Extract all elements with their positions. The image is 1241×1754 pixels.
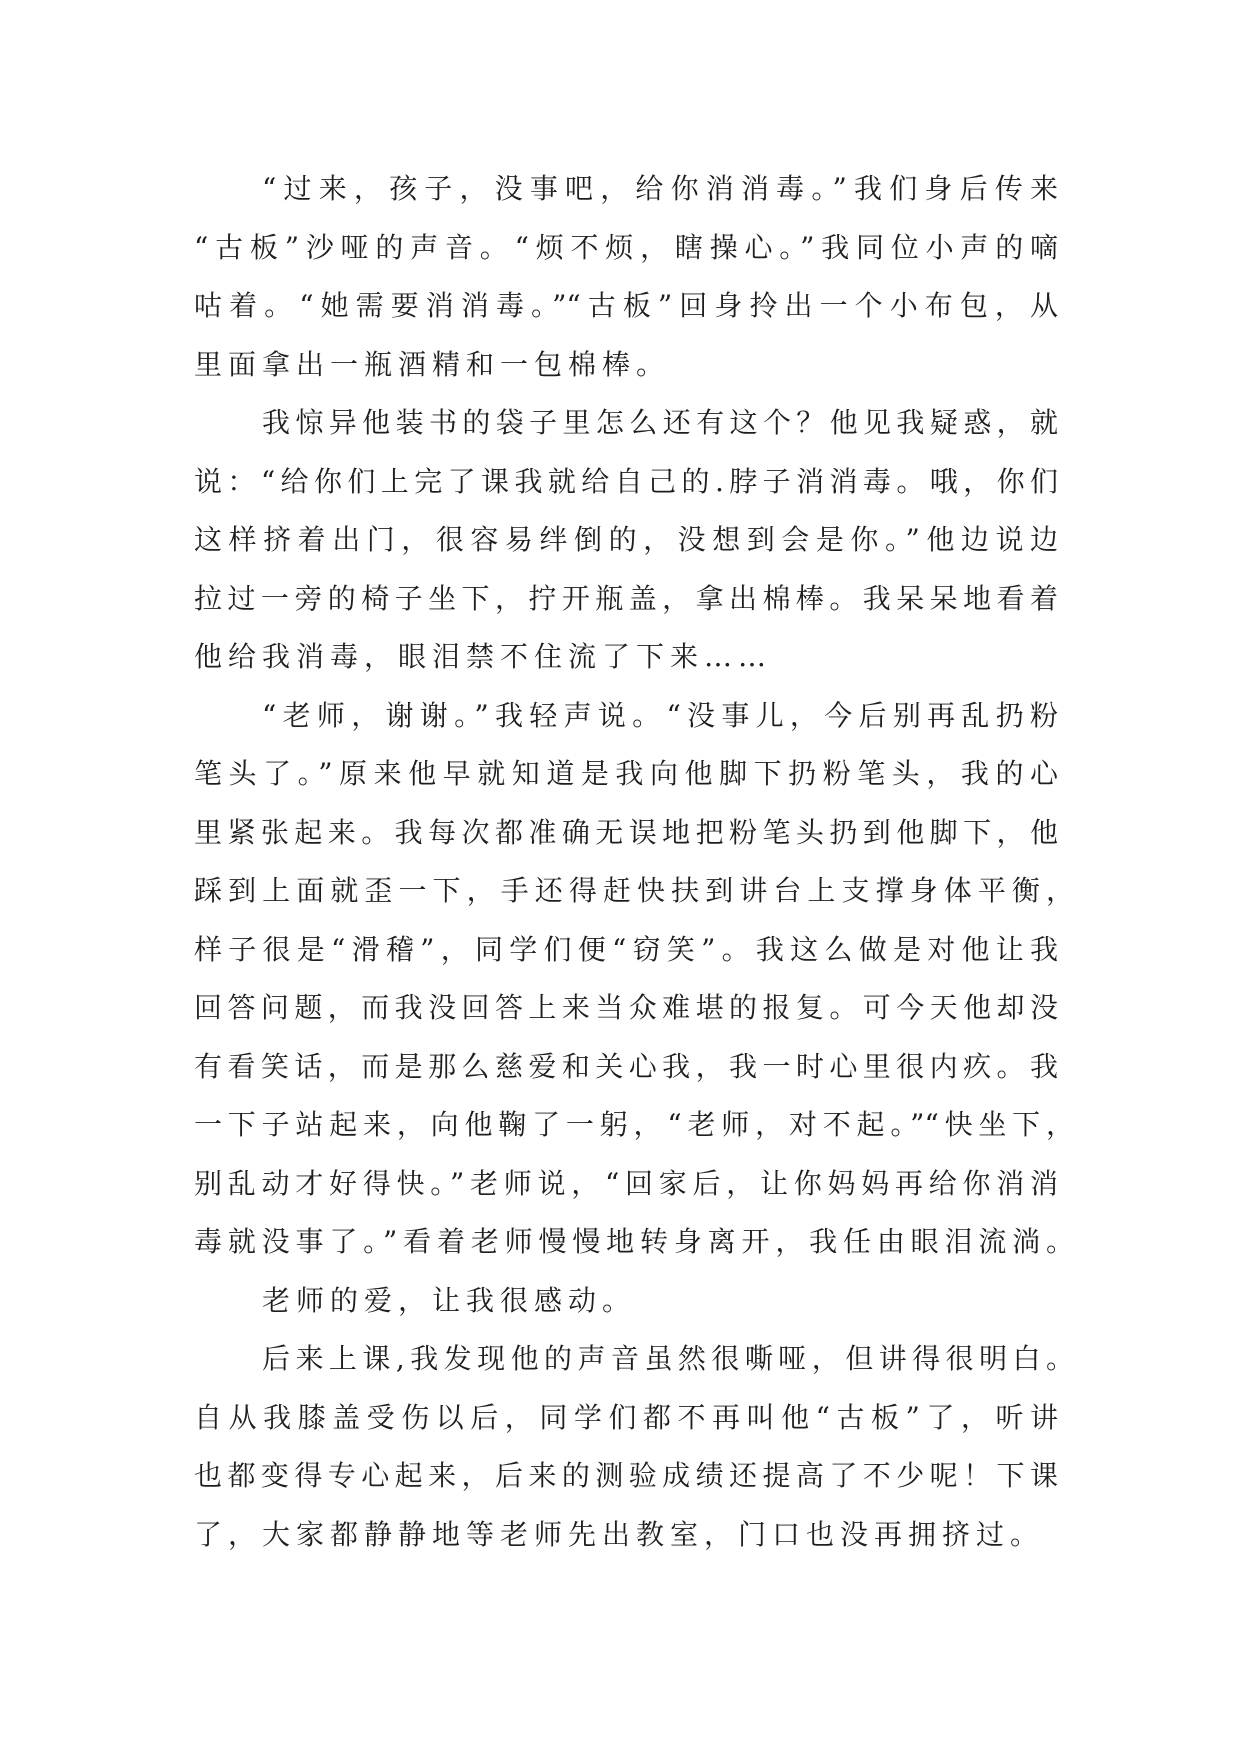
paragraph-line: 自从我膝盖受伤以后，同学们都不再叫他“古板”了，听讲 (194, 1400, 1058, 1434)
paragraph-line: 一下子站起来，向他鞠了一躬，“老师，对不起。”“快坐下， (194, 1108, 1074, 1141)
paragraph-line: “古板”沙哑的声音。“烦不烦，瞎操心。”我同位小声的嘀 (194, 230, 1058, 264)
body-text (194, 160, 1074, 1564)
paragraph-line: 后来上课,我发现他的声音虽然很嘶哑，但讲得很明白。 (262, 1342, 1074, 1375)
paragraph-line: “老师，谢谢。”我轻声说。“没事儿，今后别再乱扔粉 (262, 698, 1058, 732)
paragraph-line: 也都变得专心起来，后来的测验成绩还提高了不少呢！下课 (194, 1459, 1058, 1492)
paragraph-line: 笔头了。”原来他早就知道是我向他脚下扔粉笔头，我的心 (194, 757, 1058, 790)
paragraph-line: 了，大家都静静地等老师先出教室，门口也没再拥挤过。 (194, 1517, 1045, 1551)
paragraph-line: 回答问题，而我没回答上来当众难堪的报复。可今天他却没 (194, 991, 1058, 1024)
paragraph-line: 拉过一旁的椅子坐下，拧开瓶盖，拿出棉棒。我呆呆地看着 (194, 581, 1058, 615)
paragraph-line: 他给我消毒，眼泪禁不住流了下来…… (194, 640, 773, 673)
paragraph-line: 毒就没事了。”看着老师慢慢地转身离开，我任由眼泪流淌。 (194, 1225, 1074, 1258)
paragraph-line: 咕着。“她需要消消毒。”“古板”回身拎出一个小布包，从 (194, 289, 1058, 322)
paragraph (194, 1272, 1058, 1331)
paragraph-line: 这样挤着出门，很容易绊倒的，没想到会是你。”他边说边 (194, 523, 1058, 556)
paragraph (194, 394, 1058, 687)
paragraph-line: 踩到上面就歪一下，手还得赶快扶到讲台上支撑身体平衡， (194, 874, 1074, 907)
paragraph-line: 老师的爱，让我很感动。 (262, 1283, 637, 1317)
paragraph-line: 别乱动才好得快。”老师说，“回家后，让你妈妈再给你消消 (194, 1166, 1058, 1200)
paragraph (194, 1330, 1074, 1564)
paragraph-line: 有看笑话，而是那么慈爱和关心我，我一时心里很内疚。我 (194, 1049, 1058, 1083)
paragraph-line: “过来，孩子，没事吧，给你消消毒。”我们身后传来 (262, 172, 1058, 205)
paragraph (194, 687, 1074, 1272)
paragraph-line: 里面拿出一瓶酒精和一包棉棒。 (194, 347, 671, 381)
paragraph (194, 160, 1058, 394)
paragraph-line: 说：“给你们上完了课我就给自己的.脖子消消毒。哦，你们 (194, 464, 1058, 498)
paragraph-line: 我惊异他装书的袋子里怎么还有这个？他见我疑惑，就 (262, 406, 1058, 439)
paragraph-line: 样子很是“滑稽”，同学们便“窃笑”。我这么做是对他让我 (194, 932, 1058, 966)
paragraph-line: 里紧张起来。我每次都准确无误地把粉笔头扔到他脚下，他 (194, 815, 1058, 849)
